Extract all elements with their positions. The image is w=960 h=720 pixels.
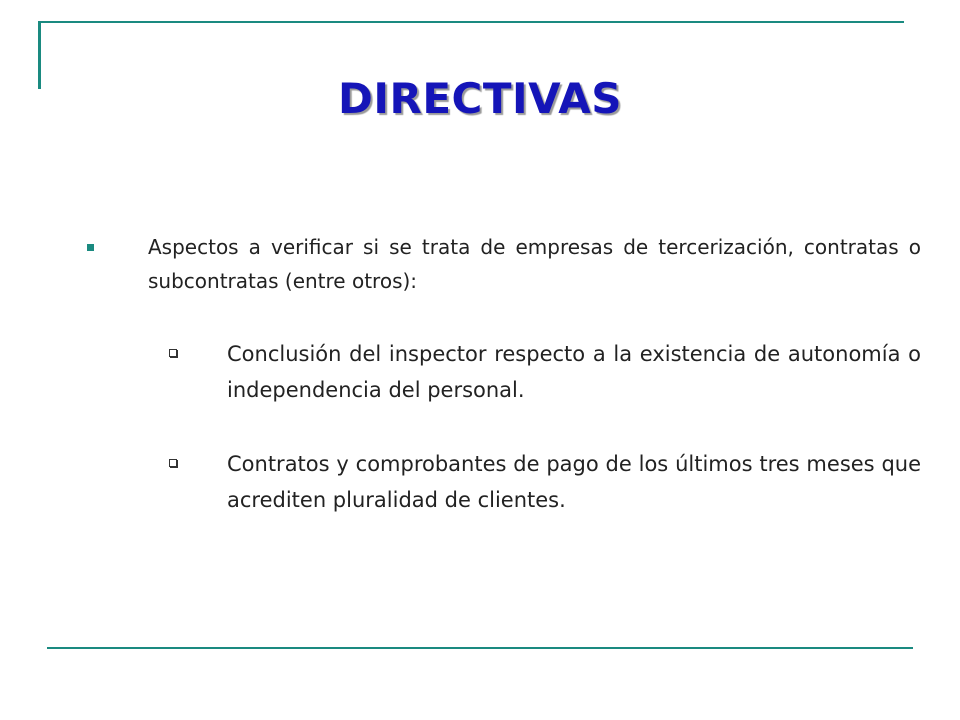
hollow-square-bullet-icon: [169, 349, 177, 357]
sub-bullet-text-1: Conclusión del inspector respecto a la existencia de autonomía o independencia del personal.: [227, 342, 921, 402]
hollow-square-bullet-icon: [169, 459, 177, 467]
bottom-divider-line: [47, 647, 913, 649]
sub-bullet-text-2: Contratos y comprobantes de pago de los últimos tres meses que acrediten pluralidad de clientes.: [227, 452, 921, 512]
main-bullet-text: Aspectos a verificar si se trata de empresas de tercerización, contratas o subcontratas (entre otros):: [148, 235, 921, 293]
square-bullet-icon: [87, 244, 94, 251]
slide-title: DIRECTIVAS: [337, 74, 623, 123]
top-divider-line: [40, 21, 904, 23]
